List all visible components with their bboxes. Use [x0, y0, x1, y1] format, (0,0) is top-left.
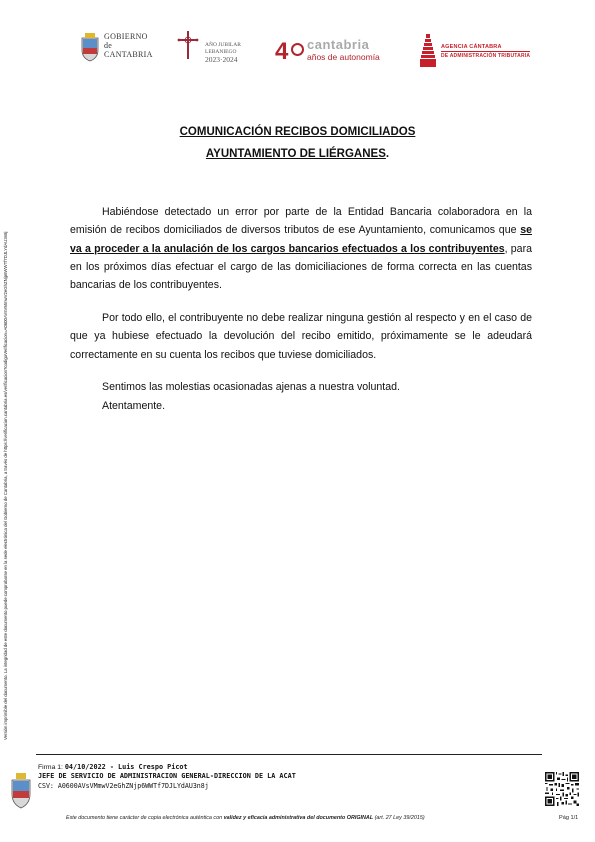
ano-jubilar-logo [175, 28, 250, 78]
footer-divider [36, 754, 542, 755]
lighthouse-icon [420, 32, 436, 68]
paragraph-error-notice: Habiéndose detectado un error por parte de la Entidad Bancaria colaboradora en la emisión de recibos domiciliados de diversos tributos de ese Ayuntamiento, comunicamos que se va a proceder a la anulación de los cargos bancarios efectuados a los contribuyentes, para en los próximos días efectuar el cargo de las domiciliaciones de forma correcta en las cuentas bancarias de los contribuyentes. [70, 206, 532, 292]
legal-notice: Este documento tiene carácter de copia electrónica auténtica con validez y eficacia administrativa del documento ORIGINAL (art. 27 Ley 39/2015) [66, 815, 425, 821]
emphasized-statement: se va a proceder a la anulación de los cargos bancarios efectuados a los contribuyentes [70, 224, 532, 255]
gobierno-cantabria-logo [80, 28, 160, 78]
lignum-crucis-icon [175, 30, 201, 60]
jubilar-text: AÑO JUBILAR LEBANIEGO 2023·2024 [205, 42, 241, 64]
signature-line: Firma 1: 04/10/2022 - Luis Crespo Picot [38, 763, 188, 771]
cantabria-shield-small-icon [10, 772, 32, 810]
apology-line: Sentimos las molestias ocasionadas ajenas a nuestra voluntad. [102, 381, 400, 393]
verification-side-note: Versión imprimible del documento. La integridad de este documento puede comprobarse en la sede electrónica del Gobierno de Cantabria, a través de https://verificacion.cantabria.es/verificacion?codigoVerificacion=A0600AVsVMmwV2eGhZNjp6WWTf7DJLYdAU3n8j [3, 231, 8, 740]
cantabria-shield-icon [80, 32, 100, 62]
paragraph-no-action: Por todo ello, el contribuyente no debe realizar ninguna gestión al respecto y en el caso de que ya hubiese efectuado la devolución del recibo emitido, próximamente se le adeudará correctamente en su cuenta los recibos que tuviese domiciliados. [70, 312, 532, 361]
signer-position: JEFE DE SERVICIO DE ADMINISTRACION GENERAL-DIRECCION DE LA ACAT [38, 772, 296, 780]
document-title: COMUNICACIÓN RECIBOS DOMICILIADOS [179, 126, 416, 138]
closing-line: Atentamente. [102, 400, 166, 412]
agencia-tributaria-logo: AGENCIA CÁNTABRA DE ADMINISTRACIÓN TRIBUTARIA [420, 28, 550, 78]
csv-code: CSV: A0600AVsVMmwV2eGhZNjp6WWTf7DJLYdAU3n8j [38, 782, 209, 790]
letterhead [0, 28, 595, 78]
qr-code-icon [545, 772, 579, 806]
cuarenta-anos-autonomia-logo: 4 cantabria años de autonomía [275, 37, 380, 65]
gobierno-text: GOBIERNO de CANTABRIA [104, 32, 153, 59]
page-number: Pág 1/1 [559, 815, 579, 821]
document-subtitle: AYUNTAMIENTO DE LIÉRGANES. [205, 148, 390, 160]
zero-ring-icon [291, 43, 304, 56]
